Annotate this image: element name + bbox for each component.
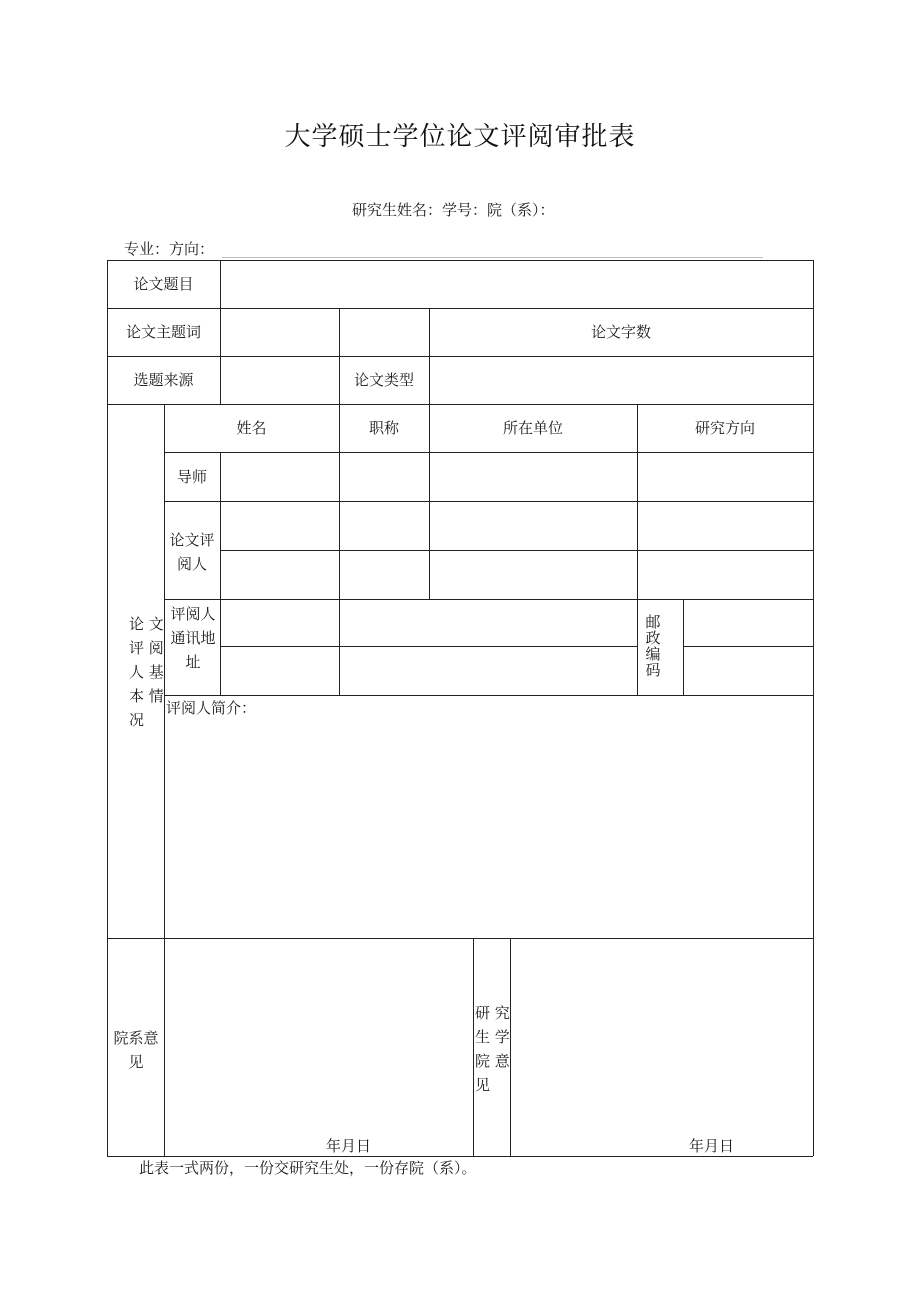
col-header-direction: 研究方向 xyxy=(694,419,755,437)
reviewer-1-title-field[interactable] xyxy=(340,502,429,550)
reviewer-2-title-field[interactable] xyxy=(340,551,429,599)
address-2-field-a[interactable] xyxy=(221,647,339,695)
advisor-label: 导师 xyxy=(176,467,207,486)
reviewers-label-line: 论文评 xyxy=(169,531,215,549)
dept-opinion-label-line: 见 xyxy=(128,1053,144,1071)
footer-note: 此表一式两份，一份交研究生处，一份存院（系）。 xyxy=(139,1159,477,1177)
address-label-line: 通讯地 xyxy=(170,629,216,647)
side-label-line: 本 情 xyxy=(129,687,164,705)
student-info-line: 研究生姓名：学号：院（系）： xyxy=(352,201,555,219)
advisor-unit-field[interactable] xyxy=(430,453,637,501)
grad-label-line: 生 学 xyxy=(475,1028,510,1046)
side-label-line: 况 xyxy=(129,711,145,729)
reviewer-info-section-label xyxy=(129,612,165,732)
address-1-field-a[interactable] xyxy=(221,600,339,646)
reviewer-address-label xyxy=(167,602,219,674)
reviewer-2-unit-field[interactable] xyxy=(430,551,637,599)
address-label-line: 址 xyxy=(185,653,201,671)
side-label-line: 论 文 xyxy=(129,615,164,633)
grad-label-line: 见 xyxy=(475,1076,491,1094)
col-header-unit: 所在单位 xyxy=(502,419,563,437)
reviewers-label-line: 阅人 xyxy=(176,555,207,573)
page-title: 大学硕士学位论文评阅审批表 xyxy=(284,122,636,152)
advisor-name-field[interactable] xyxy=(221,453,339,501)
reviewer-intro-field[interactable] xyxy=(165,720,813,938)
col-header-title: 职称 xyxy=(368,419,399,437)
postcode-label-char: 政 xyxy=(645,629,661,647)
reviewer-1-unit-field[interactable] xyxy=(430,502,637,550)
advisor-direction-field[interactable] xyxy=(638,453,813,501)
grad-school-opinion-label xyxy=(475,1001,511,1097)
thesis-title-field[interactable] xyxy=(221,261,813,308)
keywords-field[interactable] xyxy=(221,309,339,356)
keywords-field-extra[interactable] xyxy=(340,309,429,356)
postcode-1-field[interactable] xyxy=(684,600,813,646)
side-label-line: 评 阅 xyxy=(129,639,164,657)
table-border-right xyxy=(813,260,814,1156)
grad-school-opinion-date: 年月日 xyxy=(689,1137,735,1155)
reviewer-intro-label: 评阅人简介： xyxy=(166,699,257,717)
thesis-type-field[interactable] xyxy=(430,357,813,404)
address-2-field-b[interactable] xyxy=(340,647,637,695)
grad-label-line: 研 究 xyxy=(475,1004,510,1022)
word-count-label: 论文字数 xyxy=(590,323,651,341)
reviewer-1-name-field[interactable] xyxy=(221,502,339,550)
dept-opinion-field[interactable] xyxy=(165,939,473,1129)
dept-opinion-label xyxy=(110,1026,162,1074)
grad-school-opinion-field[interactable] xyxy=(511,939,813,1129)
col-header-name: 姓名 xyxy=(236,419,267,437)
reviewer-1-direction-field[interactable] xyxy=(638,502,813,550)
address-label-line: 评阅人 xyxy=(170,605,216,623)
grad-label-line: 院 意 xyxy=(475,1052,510,1070)
keywords-label: 论文主题词 xyxy=(125,323,201,341)
postcode-2-field[interactable] xyxy=(684,647,813,695)
dept-opinion-date: 年月日 xyxy=(326,1137,372,1155)
side-label-line: 人 基 xyxy=(129,663,164,681)
reviewer-2-name-field[interactable] xyxy=(221,551,339,599)
advisor-title-field[interactable] xyxy=(340,453,429,501)
postcode-label-char: 码 xyxy=(645,661,661,679)
row-divider xyxy=(164,695,813,696)
postcode-label xyxy=(637,614,669,678)
thesis-title-label: 论文题目 xyxy=(133,275,194,293)
reviewer-2-direction-field[interactable] xyxy=(638,551,813,599)
major-info-line: 专业：方向： xyxy=(124,240,215,258)
dept-opinion-label-line: 院系意 xyxy=(113,1029,159,1047)
postcode-label-char: 邮 xyxy=(645,613,661,631)
reviewers-label xyxy=(164,528,220,576)
topic-source-label: 选题来源 xyxy=(133,371,194,389)
thesis-type-label: 论文类型 xyxy=(353,371,414,389)
col-divider xyxy=(473,938,474,1156)
address-1-field-b[interactable] xyxy=(340,600,637,646)
topic-source-field[interactable] xyxy=(221,357,339,404)
postcode-label-char: 编 xyxy=(645,645,661,663)
